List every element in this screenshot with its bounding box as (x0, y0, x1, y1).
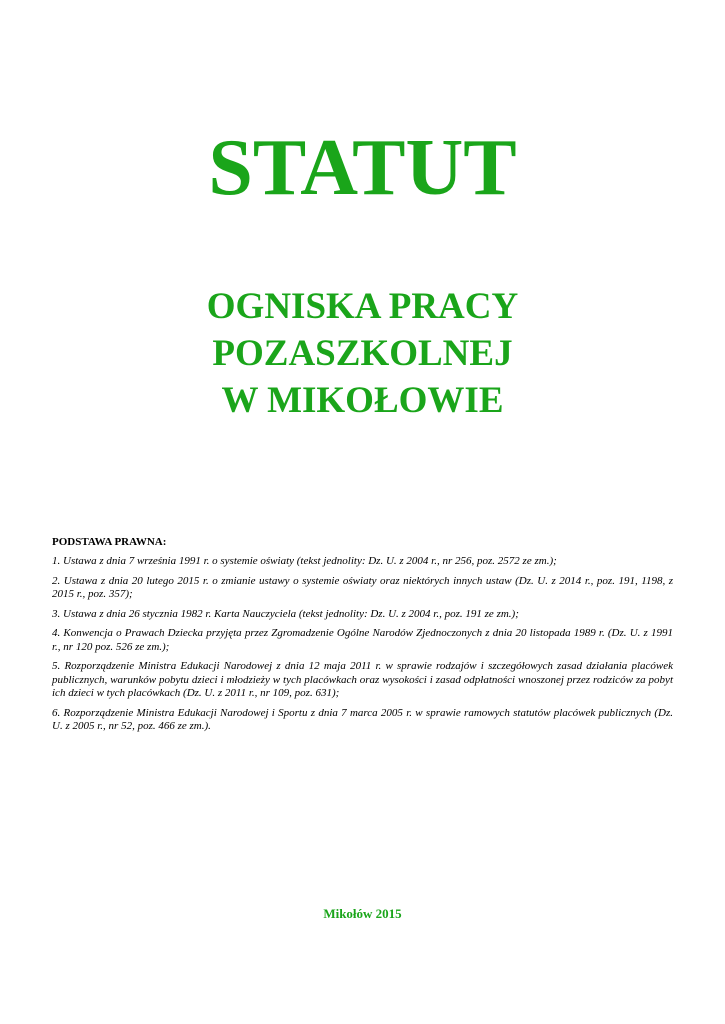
place-and-year: Mikołów 2015 (323, 906, 402, 921)
legal-basis-item: 5. Rozporządzenie Ministra Edukacji Narodowej z dnia 12 maja 2011 r. w sprawie rodzajów i szczegółowych zasad działania placówek publicznych, warunków pobytu dzieci i młodzieży w tych placówkach oraz wysokości i zasad odpłatności wnoszonej przez rodziców za pobyt ich dzieci w tych placówkach (Dz. U. z 2011 r., nr 109, poz. 631); (52, 660, 673, 699)
subtitle-line: OGNISKA PRACY (206, 286, 519, 327)
legal-basis-item: 2. Ustawa z dnia 20 lutego 2015 r. o zmianie ustawy o systemie oświaty oraz niektórych innych ustaw (Dz. U. z 2014 r., poz. 191, 1198, z 2015 r., poz. 357); (52, 574, 673, 600)
subtitle-line: W MIKOŁOWIE (221, 380, 504, 421)
legal-basis-section (52, 535, 673, 740)
document-subtitle (0, 283, 725, 424)
legal-basis-item: 4. Konwencja o Prawach Dziecka przyjęta przez Zgromadzenie Ogólne Narodów Zjednoczonych z dnia 20 listopada 1989 r. (Dz. U. z 1991 r., nr 120 poz. 526 ze zm.); (52, 627, 673, 653)
legal-basis-item: 1. Ustawa z dnia 7 września 1991 r. o systemie oświaty (tekst jednolity: Dz. U. z 2004 r., nr 256, poz. 2572 ze zm.); (52, 555, 557, 567)
legal-basis-heading: PODSTAWA PRAWNA: (52, 536, 167, 548)
document-title: STATUT (208, 124, 517, 212)
legal-basis-item: 6. Rozporządzenie Ministra Edukacji Narodowej i Sportu z dnia 7 marca 2005 r. w sprawie ramowych statutów placówek publicznych (Dz. U. z 2005 r., nr 52, poz. 466 ze zm.). (52, 706, 673, 732)
legal-basis-item: 3. Ustawa z dnia 26 stycznia 1982 r. Karta Nauczyciela (tekst jednolity: Dz. U. z 2004 r., poz. 191 ze zm.); (52, 607, 519, 620)
subtitle-line: POZASZKOLNEJ (212, 333, 513, 374)
